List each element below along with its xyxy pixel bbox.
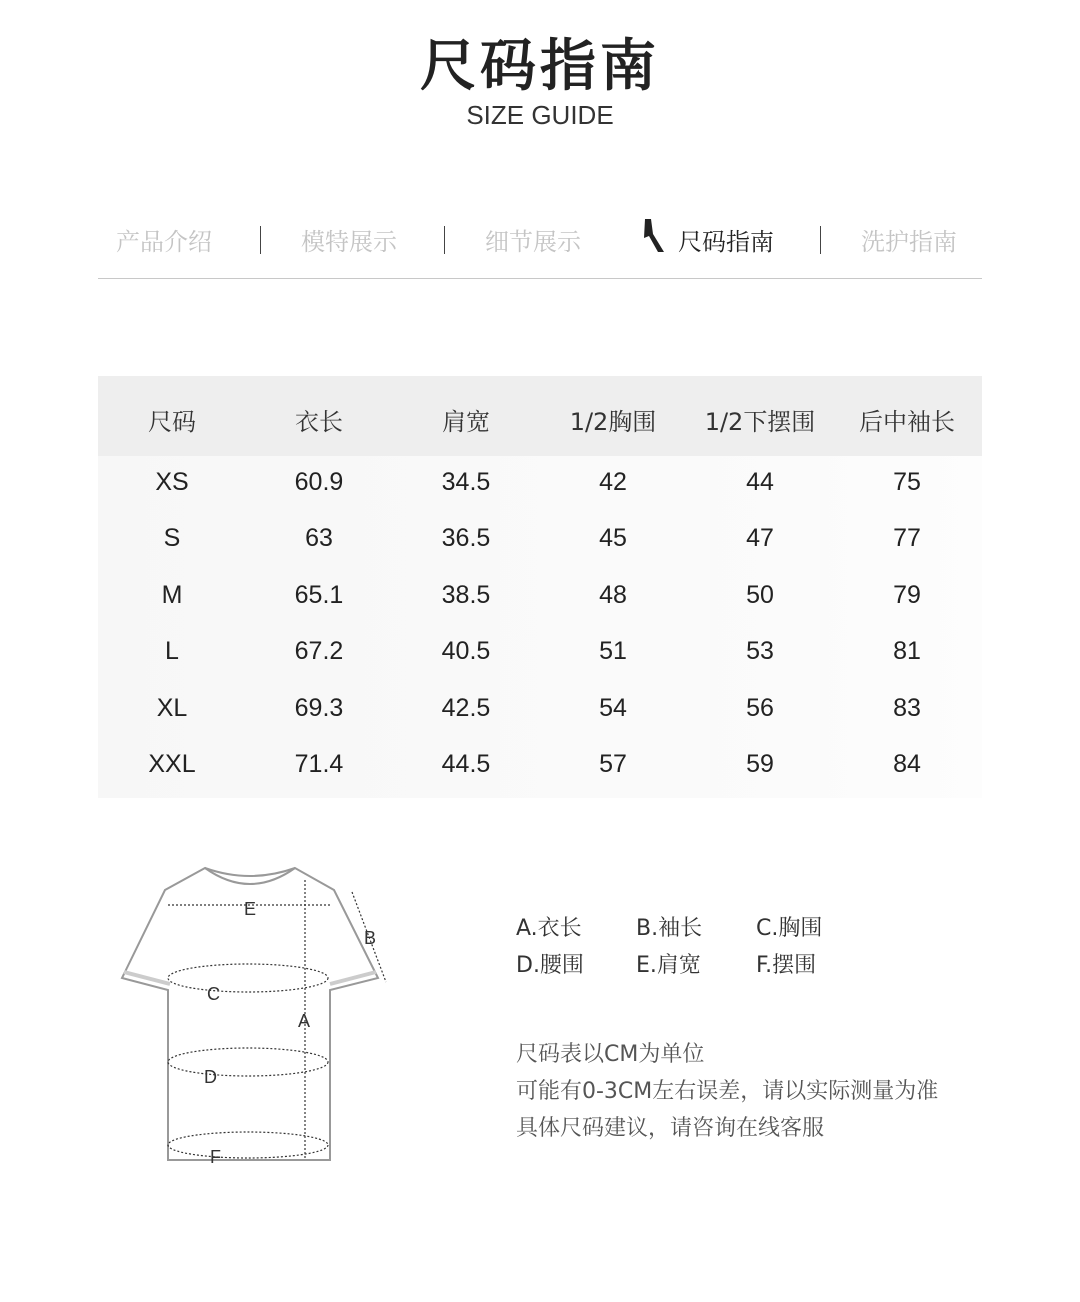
measurement-cell: 59 [746,750,774,778]
size-cell: XXL [148,750,196,778]
measurement-cell: 60.9 [294,468,344,496]
header-cell-half-hem: 1/2下摆围 [704,408,816,436]
nav-divider [820,226,821,254]
size-table-header [98,376,982,456]
diagram-label-b: B [364,928,377,948]
diagram-label-f: F [210,1147,221,1167]
measurement-cell: 56 [746,693,774,722]
legend-a: A.衣长 [516,916,582,941]
measurement-cell: 81 [893,637,921,666]
legend-b: B.袖长 [636,916,703,941]
measurement-cell: 83 [893,693,921,722]
measurement-cell: 67.2 [294,637,344,666]
legend-f: F.摆围 [756,953,817,978]
page-subtitle: SIZE GUIDE [466,100,614,130]
measurement-cell: 34.5 [441,468,491,496]
legend-e: E.肩宽 [636,953,701,978]
measurement-cell: 71.4 [294,750,344,778]
measurement-cell: 84 [893,750,921,778]
header-cell-half-chest: 1/2胸围 [569,408,657,436]
nav-item-size-guide[interactable]: 尺码指南 [678,228,774,256]
diagram-label-d: D [204,1067,217,1087]
nav-divider [444,226,445,254]
size-cell: XS [155,468,189,496]
section-nav [98,212,982,279]
measurement-cell: 36.5 [441,524,491,553]
nav-divider [260,226,261,254]
measurement-cell: 45 [599,524,627,553]
diagram-label-a: A [298,1011,311,1031]
size-cell: S [163,524,181,553]
measurement-cell: 65.1 [294,580,344,609]
measurement-cell: 38.5 [441,580,491,609]
diagram-label-c: C [207,984,220,1004]
measurement-cell: 47 [746,524,774,553]
measurement-cell: 57 [599,750,627,778]
size-cell: M [161,580,183,609]
nav-item-model-show[interactable]: 模特展示 [301,228,397,256]
diagram-label-e: E [244,899,257,919]
measurement-cell: 40.5 [441,637,491,666]
measurement-cell: 51 [599,637,627,666]
nav-item-care-guide[interactable]: 洗护指南 [861,228,957,256]
measurement-cell: 75 [893,468,921,496]
measurement-cell: 79 [893,580,921,609]
measurement-cell: 69.3 [294,693,344,722]
measurement-cell: 44 [746,468,774,496]
measurement-cell: 42 [599,468,627,496]
size-cell: L [165,637,179,666]
measurement-cell: 48 [599,580,627,609]
legend-d: D.腰围 [516,953,584,978]
measurement-cell: 77 [893,524,921,553]
header-cell-sleeve: 后中袖长 [859,408,955,436]
note-tolerance: 可能有0-3CM左右误差，请以实际测量为准 [516,1079,939,1104]
header-cell-size: 尺码 [148,408,196,436]
measurement-cell: 63 [305,524,333,553]
measurement-cell: 53 [746,637,774,666]
measurement-cell: 42.5 [441,693,491,722]
tshirt-measurement-diagram [110,860,410,1170]
measurement-cell: 54 [599,693,627,722]
header-cell-shoulder: 肩宽 [442,408,490,436]
brand-mark-icon [642,218,666,254]
note-service: 具体尺码建议，请咨询在线客服 [516,1116,825,1141]
page-title: 尺码指南 [420,34,660,99]
size-cell: XL [156,693,188,722]
measurement-cell: 50 [746,580,774,609]
legend-c: C.胸围 [756,916,823,941]
note-unit: 尺码表以CM为单位 [516,1042,705,1067]
nav-item-product-intro[interactable]: 产品介绍 [116,228,212,256]
size-table [98,376,982,798]
nav-item-detail-show[interactable]: 细节展示 [485,228,581,256]
header-cell-length: 衣长 [295,408,343,436]
measurement-cell: 44.5 [441,750,491,778]
